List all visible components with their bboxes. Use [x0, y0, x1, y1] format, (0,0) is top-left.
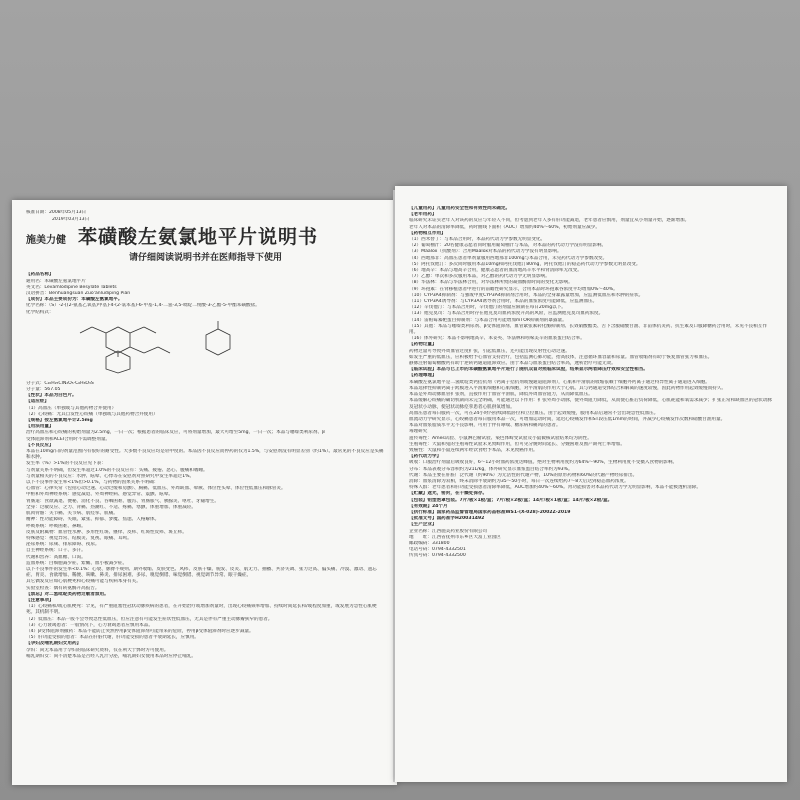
text-line: 孕妇：尚无本品用于孕妇的临床研究资料，仅在利大于弊时方可使用。 — [26, 647, 169, 653]
text-line: （2）低血压：本品一般不会导致急性低血压，但应注意有可能发生症状性低血压，尤其是伴有严重主动脉瓣狭窄的患者。 — [26, 616, 273, 622]
text-line: 通用名：苯磺酸左氨氯地平片 — [26, 278, 86, 284]
text-line: 消除：血浆清除为双相，终末消除半衰期约为35～50小时，每日一次连续给药7～8天后达到稳态血药浓度。 — [409, 478, 629, 484]
text-line: 精神：性功能障碍、失眠、紧张、抑郁、梦魇、焦虑、人格解体。 — [26, 517, 160, 523]
text-line: （11）CYP3A4诱导剂：与CYP3A4诱导剂合用时，本品的血浆浓度可能降低，应监测血压。 — [409, 299, 598, 305]
text-line: 【药品名称】 — [26, 272, 54, 278]
brand-name: 施美力健 — [26, 235, 66, 247]
text-line: 本品在10mg/日的剂量范围内有很好的耐受性。大多数不良反应均是轻中度的。本品因不良反应而停药的仅为1.5%，与安慰剂没有明显差别（约1%）。最常见的不良反应是头痛和水肿。 — [26, 449, 384, 461]
text-line: 分子量：567.05 — [26, 387, 61, 393]
text-line: （1）西米替丁：与本品合用时，本品药代动力学参数无明显变化。 — [409, 237, 546, 243]
text-line: 【药代动力学】 — [409, 454, 442, 460]
text-line: 肌肉骨骼：关节痛、关节病、肌痉挛、肌痛。 — [26, 511, 118, 517]
document-title: 苯磺酸左氨氯地平片说明书 — [78, 226, 319, 249]
text-line: （3）Maalox（抗酸剂）：合用Maalox对本品的药代动力学没有明显影响。 — [409, 249, 562, 255]
text-line: 分子式：C₂₀H₂₅ClN₂O₅·C₆H₆O₃S — [26, 380, 94, 386]
text-line: 【适应症】 — [26, 399, 49, 405]
text-line: 泌尿系统：尿频、排尿障碍、夜尿。 — [26, 542, 100, 548]
text-line: 吸收：口服治疗剂量后吸收良好，6～12小时血药浓度达峰值。绝对生物利用度约为64%～90%，生物利用度不受摄入食物的影响。 — [409, 460, 678, 466]
text-line: 【临床试验】本品与已上市的苯磺酸氨氯地平片进行了随机双盲对照临床试验，结果显示两者降压疗效和安全性相当。 — [409, 367, 648, 373]
text-line: 造血系统：白细胞减少症、紫癜、血小板减少症。 — [26, 560, 128, 566]
text-line: 皮肤及附属物：血管性水肿、多形性红斑、瘙痒、皮疹、红斑性皮疹、斑丘疹。 — [26, 529, 187, 535]
text-line: 受体阻滞剂和ACEI合用时不需调整剂量。 — [26, 436, 111, 442]
text-line: 实验室检查：偶有转氨酶升高报告。 — [26, 585, 100, 591]
text-line: 企业名称：江西施美药业股份有限公司 — [409, 528, 488, 534]
text-line: 【老年用药】 — [409, 212, 437, 218]
text-line: 治疗高血压和心绞痛的初始剂量为2.5mg，一日一次；根据患者的临床反应，可将剂量增加，最大可增至5mg，一日一次；本品与噻嗪类利尿剂、β — [26, 430, 325, 436]
text-line: 本品缓解心绞痛的确切机制尚未完全明确，可能通过以下作用：扩张外周小动脉，使外周阻力降低，从而使心脏后负荷降低，心肌耗能和氧需求减少；扩张正常和缺血区的冠状动脉及冠状小动脉，使冠状动脉痉挛患者心肌供氧增加。 — [409, 398, 772, 410]
text-line: 本品选择性抑制钙离子跨膜进入平滑肌细胞和心肌细胞，对平滑肌的作用大于心肌。其与钙通道受体结合和解离的速度较慢，因此药物作用起效缓慢而持久。 — [409, 385, 726, 391]
text-line: 呼吸系统：呼吸困难、鼻衄。 — [26, 523, 86, 529]
text-line: 【禁忌】对二氢吡啶类药物过敏者禁用。 — [26, 591, 109, 597]
text-line: （7）乙醇：单次和多次服用本品，对乙醇的药代动力学无明显影响。 — [409, 274, 550, 280]
text-line: （2）心绞痛：尤其自发性心绞痛（单独或与其他药物合并使用） — [26, 411, 158, 417]
text-line: 老年人对本品的清除率降低，药时曲线下面积（AUC）增加约40%～60%，初始剂量应减少。 — [409, 224, 600, 230]
text-line: （4）β受体阻滞剂撤药：本品不能防止突然停用β受体阻滞剂可能带来的危险，停用β受体阻滞剂时应逐步减量。 — [26, 628, 254, 634]
text-line: 自主神经系统：口干、多汗。 — [26, 548, 86, 554]
text-line: （14）雷帕霉素靶蛋白抑制剂：与本品合用可能增加mTOR抑制剂的暴露量。 — [409, 317, 567, 323]
text-line: （6）地高辛：本品与地高辛合用，健康志愿者的血清地高辛水平和肾清除率无改变。 — [409, 268, 582, 274]
text-line: 药物过量可导致外周血管过度扩张，引起低血压，还可能出现反射性心动过速。 — [409, 348, 570, 354]
text-line: （16）体外研究：本品不影响地高辛、苯妥英、华法林和吲哚美辛的血浆蛋白结合率。 — [409, 336, 585, 342]
text-line: 与剂量相关的不良反应：水肿、眩晕、心悸等在安慰剂对照研究中发生率超过1%。 — [26, 473, 195, 479]
text-line: 邮政编码：331800 — [409, 540, 450, 546]
text-line: 【药物相互作用】 — [409, 230, 446, 236]
text-line: 特殊人群：老年患者和肝功能受损患者清除率降低，AUC增加约40%～60%。肾功能损害对本品药代动力学无明显影响，本品不能被透析清除。 — [409, 485, 701, 491]
approval-date: 核准日期：2008年05月13日 — [26, 210, 87, 215]
text-line: 与剂量关系不明确，但发生率超过1.0%的不良反应有：头痛、疲倦、恶心、腹痛和嗜睡。 — [26, 467, 208, 473]
text-line: 生殖毒性：大鼠和兔的生殖毒性试验未见致畸作用，但可见分娩时间延长、分娩困难及围产期死亡率增加。 — [409, 441, 625, 447]
text-line: 【注意事项】 — [26, 597, 54, 603]
text-line: 以下不良事件的发生率<0.1%：心衰、脉搏不规则、期外收缩、皮肤变色、风疹、皮肤干燥、脱发、皮炎、肌无力、抽搐、共济失调、张力过高、偏头痛、冷漠、激动、遗忘症、胃炎、食欲增加、稀便、咳嗽、鼻炎、排尿困难、多尿、嗅觉倒错、味觉倒错、视觉调节异常、眼干燥症。 — [26, 566, 377, 579]
text-line: 胃肠道：食欲减退、便秘、消化不良、吞咽困难、腹泻、胃肠胀气、胰腺炎、呕吐、牙龈增生。 — [26, 498, 219, 504]
text-line: 特殊感觉：视觉异常、结膜炎、复视、眼痛、耳鸣。 — [26, 535, 132, 541]
text-line: 【规格】按左氨氯地平计2.5mg — [26, 418, 93, 424]
text-line: 化学名称：（S）-2-[(2-氨基乙氧基)甲基]-4-(2-氯苯基)-6-甲基-1,4-二氢-3,5-吡啶二羧酸-3-乙酯-5-甲酯苯磺酸盐。 — [26, 303, 260, 309]
text-line: 【包装】铝塑泡罩包装。7片/板×1板/盒；7片/板×2板/盒；14片/板×1板/盒；14片/板×2板/盒。 — [409, 497, 613, 503]
text-line: 代谢和营养：高血糖、口渴。 — [26, 554, 86, 560]
text-line: 汉语拼音：Benhuangsuan Zuo'anlüdiping Pian — [26, 291, 131, 297]
text-line: 【成份】本品主要成份为：苯磺酸左氨氯地平。 — [26, 297, 123, 303]
leaflet-left-page — [12, 200, 397, 785]
text-line: 苯磺酸左氨氯地平是二氢吡啶类钙拮抗剂（钙离子拮抗剂或慢通道阻滞剂），心肌和平滑肌的收缩依赖于细胞外钙离子通过特异性离子通道进入细胞。 — [409, 379, 710, 385]
text-line: 【药理毒理】 — [409, 373, 437, 379]
text-line: 【儿童用药】儿童用药安全性和有效性尚未确定。 — [409, 206, 511, 211]
text-line: 【不良反应】 — [26, 442, 54, 448]
text-line: 【性状】本品为白色片。 — [26, 393, 77, 399]
document-subtitle: 请仔细阅读说明书并在医师指导下使用 — [128, 253, 282, 264]
text-line: 心血管：心律失常（包括心动过速、心动过缓和房颤）、胸痛、低血压、外周缺血、晕厥、体位性头晕、体位性低血压和脉管炎。 — [26, 486, 286, 492]
text-line: 本品是外周动脉血管扩张剂，直接作用于血管平滑肌，降低外周血管阻力，从而降低血压。 — [409, 392, 593, 398]
right-page-body — [409, 206, 775, 560]
text-line: 血流动力学研究显示，心绞痛患者每日服用本品一次，可增加运动时间，延迟心绞痛发作和ST段压低1mm的时间，并减少心绞痛发作次数和硝酸甘油用量。 — [409, 416, 726, 422]
text-line: 地 址：江西省抚州市东乡区大富工业园区 — [409, 534, 501, 540]
text-line: （10）CYP3A4抑制剂：与强或中度CYP3A4抑制剂合用时，本品的全身暴露量增加，应监测低血压和水肿的症状。 — [409, 292, 644, 298]
text-line: （15）其他：本品与噻嗪类利尿剂、β受体阻滞剂、血管紧张素转化酶抑制剂、长效硝酸酯类、舌下含服硝酸甘油、非甾体抗炎药、抗生素及口服降糖药合用时，未见不良相互作用。 — [409, 323, 767, 336]
text-line: （13）他克莫司：与本品合用时存在他克莫司血药浓度升高的风险，应监测他克莫司血药浓度。 — [409, 311, 604, 317]
text-line: （9）环孢素：在肾移植患者中进行的前瞻性研究显示，合用本品时环孢素谷浓度平均增加0%～40%。 — [409, 286, 618, 292]
text-line: 【用法用量】 — [26, 424, 54, 430]
left-page-body — [26, 272, 385, 660]
text-line: 【孕妇及哺乳期妇女用药】 — [26, 641, 82, 647]
text-line: 哺乳期妇女：尚不清楚本品是否经人乳汁分泌，哺乳期妇女使用本品时应停止哺乳。 — [26, 653, 196, 659]
text-line: 发生率（%）>1%的不良反应见下表： — [26, 461, 106, 467]
text-line: 【有效期】24个月 — [409, 503, 448, 509]
text-line: 【药物过量】 — [409, 342, 437, 348]
text-line: 【执行标准】国家药品监督管理局国家药品标准WS1-(X-028)-2002Z-2019 — [409, 509, 571, 515]
text-line: 全身：过敏反应、乏力、背痛、热潮红、不适、疼痛、寒颤、体重增加、体重减轻。 — [26, 504, 196, 510]
text-line: （3）心力衰竭患者：一般情况下，心力衰竭患者应慎用本品。 — [26, 622, 153, 628]
text-line: 致癌性：大鼠和小鼠连续两年经饮食给予本品，未见致癌作用。 — [409, 447, 538, 453]
text-line: 毒理研究 — [409, 429, 428, 435]
text-line: 高血压患者每日服药一次，可在24小时内持续降低卧位和立位血压。由于起效缓慢，服用本品后通常不会出现急性低血压。 — [409, 410, 659, 416]
text-line: 中枢和外周神经系统：感觉减退、外周神经病、感觉异常、震颤、眩晕。 — [26, 492, 174, 498]
text-line: （4）西地那非：高血压患者单剂量服用西地那非100mg与本品合用，未见药代动力学参数改变。 — [409, 255, 608, 261]
text-line: 遗传毒性：Ames试验、小鼠淋巴瘤试验、染色体畸变试验及小鼠微核试验结果均为阴性。 — [409, 435, 592, 441]
text-line: 【生产企业】 — [409, 522, 437, 528]
text-line: （8）华法林：本品与华法林合用，对华法林所致的凝血酶原时间的变化无影响。 — [409, 280, 573, 286]
text-line: （1）高血压（单独或与其他药物合并使用） — [26, 405, 117, 411]
text-line: 电话号码：0794-4332501 — [409, 547, 466, 553]
text-line: （2）葡萄柚汁：20名健康志愿者同时服用葡萄柚汁与本品，对本品的药代动力学没有明显影响。 — [409, 243, 607, 249]
text-line: 本品对血浆脂质水平无不良影响，可用于伴有哮喘、糖尿病和痛风的患者。 — [409, 423, 561, 429]
leaflet-right-page — [395, 186, 787, 782]
text-line: 临床研究未证实老年人对该药的反应与年轻人不同，但考虑到老年人多有肝功能减退，老年患者应慎用，剂量宜从小剂量开始，逐渐增加。 — [409, 218, 690, 224]
text-line: 英文名：Levamlodipine Besylate Tablets — [26, 284, 117, 290]
text-line: 代谢：本品主要在肝脏广泛代谢（约90%）为无活性的代谢产物，10%的原形药物和60%的代谢产物经尿排出。 — [409, 472, 638, 478]
revision-date: 2019年03月13日 — [52, 217, 90, 223]
text-line: 如发生严重的低血压，应积极给予心血管支持治疗，包括监测心肺功能，抬高肢体，注意循环血容量和尿量。血管收缩剂有助于恢复血管张力和血压。 — [409, 354, 713, 360]
text-line: （12）辛伐他汀：与本品合用时，辛伐他汀的剂量应限制在每日20mg以下。 — [409, 305, 566, 311]
text-line: （5）肝功能受损的患者：本品在肝脏代谢，肝功能受损的患者半衰期延长，应慎用。 — [26, 635, 199, 641]
text-line: 静脉注射葡萄糖酸钙有助于逆转钙通道阻滞效应。由于本品与血浆蛋白结合率高，透析治疗可能无效。 — [409, 361, 616, 367]
text-line: 以下不良事件发生率<1%但>0.1%，与药物的因果关系不明确： — [26, 480, 159, 486]
structure-drawing — [66, 319, 266, 375]
text-line: 【贮藏】遮光，密封，在干燥处保存。 — [409, 491, 488, 497]
chemical-structure-diagram — [26, 319, 385, 377]
text-line: 其它偶发反应如心肌梗死和心绞痛可能与疾病本身有关。 — [26, 579, 141, 585]
text-line: （5）阿托伐他汀：多次同时服用本品10mg和阿托伐他汀80mg，阿托伐他汀的稳态药代动力学参数无明显改变。 — [409, 261, 641, 267]
text-line: 化学结构式： — [26, 309, 54, 315]
text-line: （1）心绞痛和/或心肌梗死：罕见，有严重阻塞性冠状动脉疾病的患者，在开始治疗或增加剂量时，出现心绞痛频率增加、持续时间延长和/或程度加重，或发展为急性心肌梗死。其机制不明。 — [26, 604, 377, 616]
text-line: 【批准文号】国药准字H20031492 — [409, 516, 485, 522]
text-line: 传真号码：0794-4332500 — [409, 553, 466, 559]
text-line: 分布：本品表观分布容积约为21L/kg，体外研究显示血浆蛋白结合率约为93%。 — [409, 466, 573, 472]
